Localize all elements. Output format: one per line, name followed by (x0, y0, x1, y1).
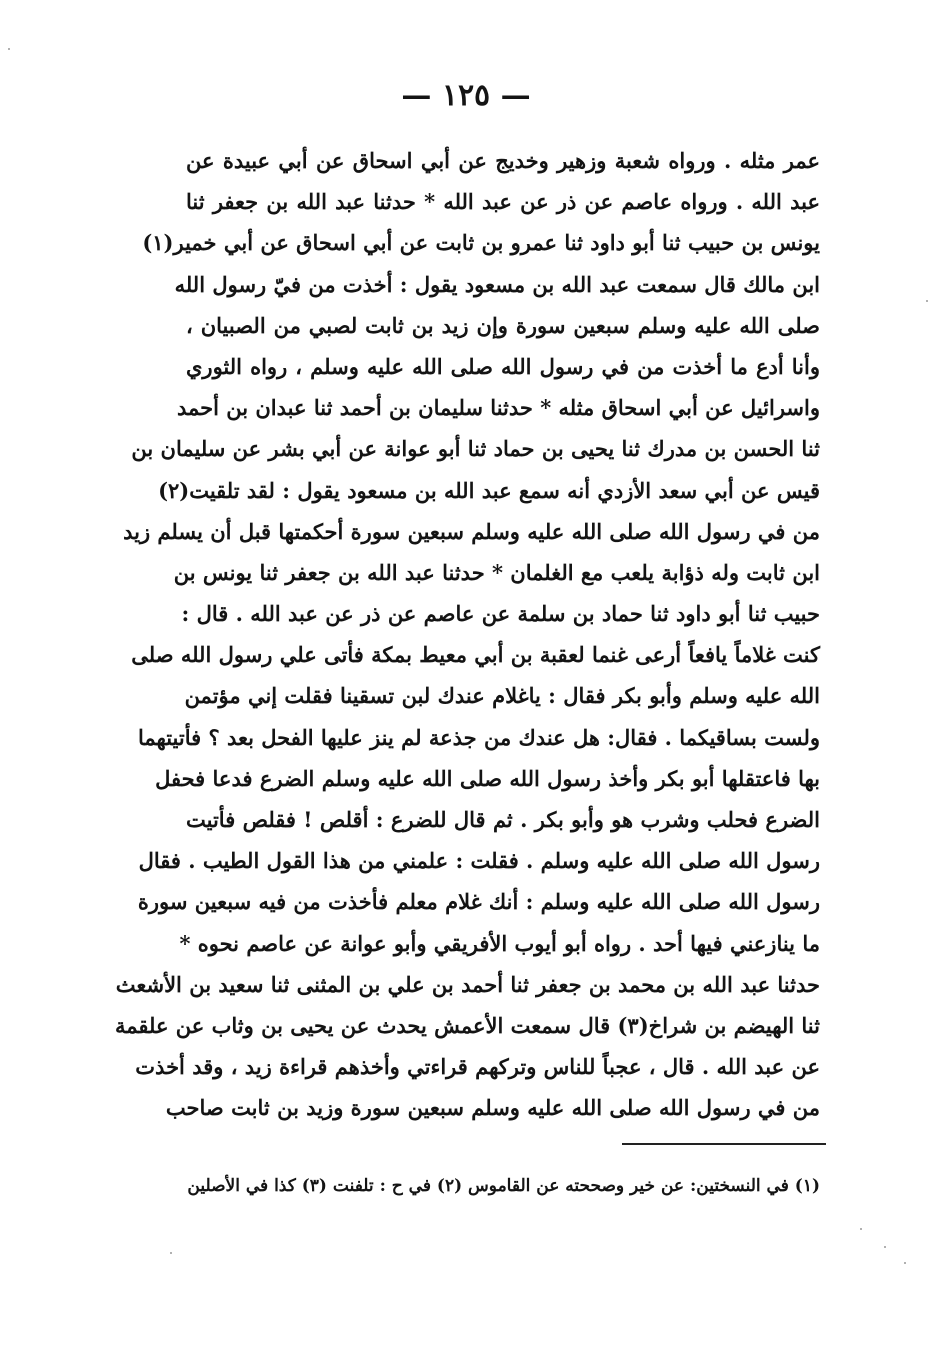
text-line: ابن مالك قال سمعت عبد الله بن مسعود يقول : أخذت من فيّ رسول الله (174, 271, 820, 297)
text-line: حبيب ثنا أبو داود ثنا حماد بن سلمة عن عاصم عن ذر عن عبد الله . قال : (181, 601, 820, 627)
text-line: ثنا الحسن بن مدرك ثنا يحيى بن حماد ثنا أبو عوانة عن أبي بشر عن سليمان بن (131, 436, 820, 462)
text-line: حدثنا عبد الله بن محمد بن جعفر ثنا أحمد بن علي بن المثنى ثنا سعيد بن الأشعث (115, 971, 820, 997)
scan-speck (8, 48, 10, 50)
footnotes: (١) في النسختين: عن خير وصححته عن القاموس (٢) في ح : تلفنت (٣) كذا في الأصلين (187, 1176, 820, 1196)
text-line: رسول الله صلى الله عليه وسلم : أنك غلام معلم فأخذت من فيه سبعين سورة (137, 889, 820, 915)
text-line: من في رسول الله صلى الله عليه وسلم سبعين سورة وزيد بن ثابت صاحب (165, 1095, 820, 1121)
scan-speck (926, 300, 928, 302)
text-line: عبد الله . ورواه عاصم عن ذر عن عبد الله * حدثنا عبد الله بن جعفر ثنا (186, 189, 820, 215)
text-line: واسرائيل عن أبي اسحاق مثله * حدثنا سليمان بن أحمد ثنا عبدان بن أحمد (176, 395, 820, 421)
scan-speck (884, 1246, 886, 1248)
text-line: من في رسول الله صلى الله عليه وسلم سبعين سورة أحكمتها قبل أن يسلم زيد (123, 518, 820, 544)
text-line: ابن ثابت وله ذؤابة يلعب مع الغلمان * حدثنا عبد الله بن جعفر ثنا يونس بن (173, 559, 820, 585)
footnote-divider (622, 1143, 826, 1145)
scan-speck (170, 1252, 172, 1254)
page-number: — ١٢٥ — (401, 78, 531, 113)
text-line: الضرع فحلب وشرب هو وأبو بكر . ثم قال للضرع : أقلص ! فقلص فأتيت (186, 807, 820, 832)
text-line: بها فاعتقلها أبو بكر وأخذ رسول الله صلى الله عليه وسلم الضرع فدعا فحفل (155, 765, 820, 791)
text-line: عن عبد الله . قال ، عجباً للناس وتركهم قراءتي وأخذهم قراءة زيد ، وقد أخذت (135, 1054, 820, 1080)
text-line: كنت غلاماً يافعاً أرعى غنما لعقبة بن أبي معيط بمكة فأتى علي رسول الله صلى (131, 642, 820, 668)
text-line: قيس عن أبي سعد الأزدي أنه سمع عبد الله بن مسعود يقول : لقد تلقيت(٢) (158, 477, 820, 503)
text-line: ثنا الهيضم بن شراخ(٣) قال سمعت الأعمش يحدث عن يحيى بن وثاب عن علقمة (114, 1012, 820, 1038)
text-line: رسول الله صلى الله عليه وسلم . فقلت : علمني من هذا القول الطيب . فقال (138, 848, 820, 874)
text-line: وأنا أدع ما أخذت من في رسول الله صلى الله عليه وسلم ، رواه الثوري (186, 353, 820, 379)
text-line: يونس بن حبيب ثنا أبو داود ثنا عمرو بن ثابت عن أبي اسحاق عن أبي خمير(١) (142, 230, 820, 256)
text-line: الله عليه وسلم وأبو بكر فقال : ياغلام عندك لبن تسقينا فقلت إني مؤتمن (184, 683, 820, 709)
text-line: صلى الله عليه وسلم سبعين سورة وإن زيد بن ثابت لصبي من الصبيان ، (186, 312, 820, 338)
main-text (114, 140, 820, 1129)
text-line: ما ينازعني فيها أحد . رواه أبو أيوب الأفريقي وأبو عوانة عن عاصم نحوه * (179, 930, 820, 956)
text-line: عمر مثله . ورواه شعبة وزهير وخديج عن أبي اسحاق عن أبي عبيدة عن (186, 148, 820, 173)
scan-speck (860, 1228, 862, 1230)
scan-speck (904, 1262, 906, 1264)
text-line: ولست بساقيكما . فقال: هل عندك من جذعة لم ينز عليها الفحل بعد ؟ فأتيتهما (138, 724, 820, 750)
